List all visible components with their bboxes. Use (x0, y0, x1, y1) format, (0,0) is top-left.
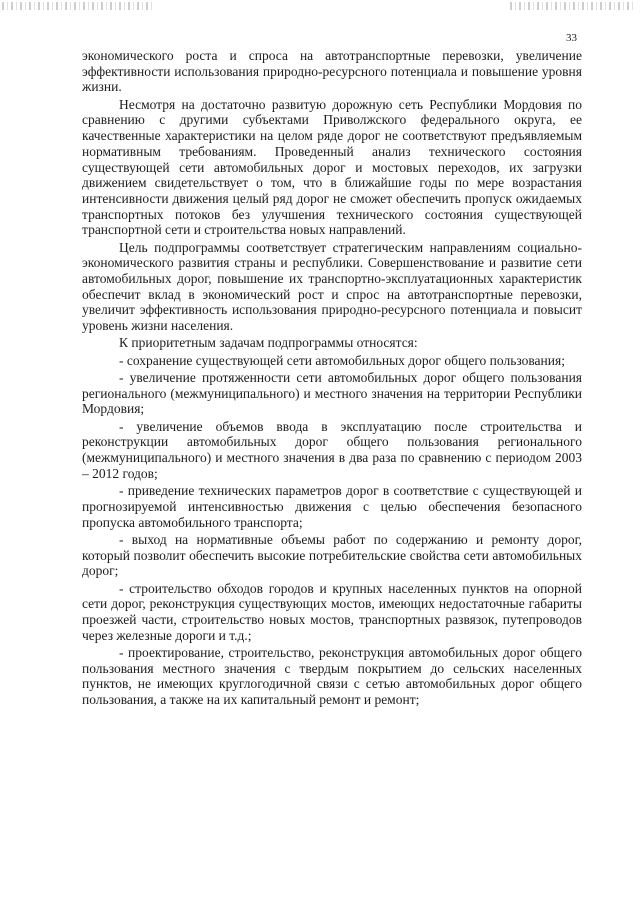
paragraph-continuation: экономического роста и спроса на автотранспортные перевозки, увеличение эффективности использования природно-ресурсного потенциала и повышение уровня жизни. (82, 48, 582, 95)
list-item-task: - проектирование, строительство, реконструкция автомобильных дорог общего пользования местного значения с твердым покрытием до сельских населенных пунктов, не имеющих круглогодичной связи с сетью автомобильных дорог общего пользования, а также на их капитальный ремонт и ремонт; (82, 644, 582, 708)
scan-artifact-right (510, 2, 635, 10)
paragraph-road-network: Несмотря на достаточно развитую дорожную сеть Республики Мордовия по сравнению с другими субъектами Приволжского федерального округа, ее качественные характеристики на целом ряде дорог не соответствуют предъявляемым нормативным требованиям. Проведенный анализ технического состояния существующей сети автомобильных дорог и мостовых переходов, их загрузки движением свидетельствует о том, что в ближайшие годы по мере возрастания интенсивности движения целый ряд дорог не сможет обеспечить пропуск ожидаемых транспортных потоков без улучшения технического состояния существующей транспортной сети и строительства новых направлений. (82, 96, 582, 238)
document-body (82, 48, 582, 709)
page-number: 33 (566, 32, 577, 44)
scan-artifact-left (2, 2, 152, 10)
list-item-task: - выход на нормативные объемы работ по содержанию и ремонту дорог, который позволит обеспечить высокие потребительские свойства сети автомобильных дорог; (82, 531, 582, 579)
paragraph-priority-tasks-heading: К приоритетным задачам подпрограммы относятся: (119, 335, 418, 351)
list-item-task: - увеличение объемов ввода в эксплуатацию после строительства и реконструкции автомобильных дорог общего пользования регионального (межмуниципального) и местного значения в два раза по сравнению с периодом 2003 – 2012 годов; (82, 418, 582, 481)
list-item-task: - строительство обходов городов и крупных населенных пунктов на опорной сети дорог, реконструкция существующих мостов, имеющих недостаточные габариты проезжей части, строительство новых мостов, транспортных развязок, путепроводов через железные дороги и т.д.; (82, 580, 582, 643)
paragraph-program-goal: Цель подпрограммы соответствует стратегическим направлениям социально-экономического развития страны и республики. Совершенствование и развитие сети автомобильных дорог, повышение их транспортно-эксплуатационных характеристик обеспечит вклад в экономический рост и спрос на автотранспортные перевозки, увеличит эффективность использования природно-ресурсного потенциала и повысит уровень жизни населения. (82, 239, 582, 334)
list-item-task: - приведение технических параметров дорог в соответствие с существующей и прогнозируемой интенсивностью движения с целью обеспечения безопасного пропуска автомобильного транспорта; (82, 483, 582, 530)
list-item-task: - увеличение протяженности сети автомобильных дорог общего пользования регионального (межмуниципального) и местного значения на территории Республики Мордовия; (82, 370, 582, 417)
list-item-task: - сохранение существующей сети автомобильных дорог общего пользования; (119, 352, 565, 368)
